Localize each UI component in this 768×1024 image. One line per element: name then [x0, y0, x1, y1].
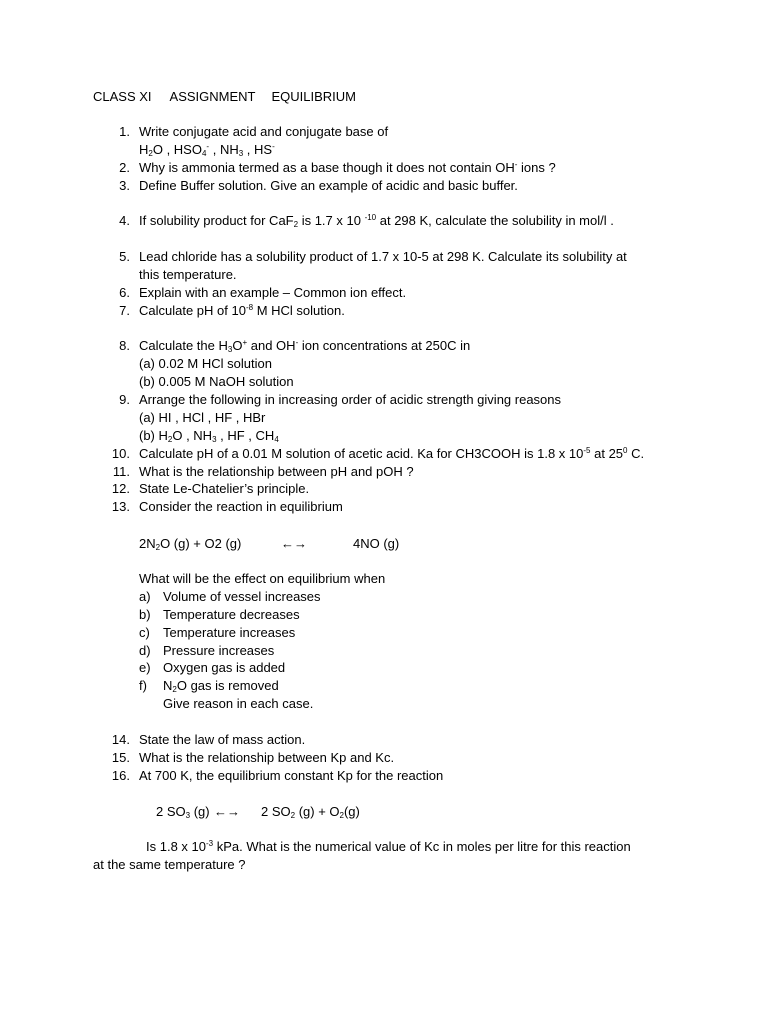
- question-number: 13.: [111, 499, 130, 514]
- question-text-cont: this temperature.: [139, 267, 237, 282]
- sub-question: (a) 0.02 M HCl solution: [139, 356, 272, 371]
- option-text: Temperature decreases: [163, 607, 300, 622]
- question-number: 7.: [119, 303, 130, 318]
- option-label: f): [139, 678, 147, 693]
- question-continuation: Is 1.8 x $10^{-3}$ kPa. What is the numerical value of Kc in moles per litre for this reaction: [146, 839, 631, 854]
- question-text: Why is ammonia termed as a base though it does not contain OH- ions ?: [139, 160, 556, 175]
- question-number: 11.: [112, 464, 130, 479]
- question-text: If solubility product for CaF$_2$ is 1.7 x 10 $^{-10}$ at 298 K, calculate the solubility in mol/l .: [139, 213, 614, 229]
- option-label: b): [139, 607, 151, 622]
- question-number: 6.: [119, 285, 130, 300]
- question-number: 12.: [111, 481, 130, 496]
- reaction-product: 2 $SO_2$ $(g) + O_2(g)$: [261, 804, 360, 820]
- option-text: $N_2O$ gas is removed: [163, 678, 279, 694]
- question-text: Lead chloride has a solubility product of 1.7 x 10-5 at 298 K. Calculate its solubility at: [139, 249, 627, 264]
- question-text: Consider the reaction in equilibrium: [139, 499, 343, 514]
- question-number: 2.: [119, 160, 130, 175]
- question-continuation: at the same temperature ?: [93, 857, 246, 872]
- page-header: [93, 88, 356, 106]
- reaction-product: 4NO (g): [353, 536, 400, 551]
- question-number: 9.: [119, 392, 130, 407]
- equilibrium-arrow: ←→: [214, 804, 240, 819]
- reaction-equation: 2 $SO_3$ (g): [156, 804, 210, 820]
- question-text: Calculate the $H_3O^+$ and OH- ion concentrations at 250C in: [139, 338, 471, 354]
- question-number: 10.: [111, 446, 130, 461]
- sub-question: (a) HI , HCl , HF , HBr: [139, 410, 266, 425]
- question-prompt: What will be the effect on equilibrium when: [139, 571, 386, 586]
- question-number: 8.: [119, 338, 130, 353]
- question-text: Calculate pH of $10^{-8}$ M HCl solution.: [139, 303, 345, 318]
- option-label: c): [139, 625, 150, 640]
- question-text: State the law of mass action.: [139, 732, 306, 747]
- question-text: State Le-Chatelier’s principle.: [139, 481, 310, 496]
- option-label: d): [139, 643, 151, 658]
- option-text: Pressure increases: [163, 643, 275, 658]
- topic-label: EQUILIBRIUM: [271, 89, 357, 104]
- question-number: 15.: [111, 750, 130, 765]
- question-number: 5.: [119, 249, 130, 264]
- question-number: 1.: [119, 124, 130, 139]
- question-text: What is the relationship between pH and pOH ?: [139, 464, 414, 479]
- option-label: a): [139, 589, 151, 604]
- question-number: 16.: [111, 768, 130, 783]
- question-text: Write conjugate acid and conjugate base of: [139, 124, 389, 139]
- option-text: Temperature increases: [163, 625, 296, 640]
- question-text: Define Buffer solution. Give an example of acidic and basic buffer.: [139, 178, 518, 193]
- question-number: 3.: [119, 178, 130, 193]
- class-label: CLASS XI: [93, 89, 152, 104]
- option-note: Give reason in each case.: [163, 696, 314, 711]
- option-label: e): [139, 660, 151, 675]
- question-text: Calculate pH of a 0.01 M solution of acetic acid. Ka for CH3COOH is 1.8 x $10^{-5}$ at $25^0$ C.: [139, 446, 645, 461]
- assignment-label: ASSIGNMENT: [169, 89, 256, 104]
- option-text: Volume of vessel increases: [163, 589, 321, 604]
- sub-question: (b) $H_2O$ , $NH_3$ , HF , $CH_4$: [139, 428, 279, 444]
- question-text: At 700 K, the equilibrium constant Kp for the reaction: [139, 768, 444, 783]
- equilibrium-arrow: ←→: [281, 536, 307, 551]
- question-text: What is the relationship between Kp and Kc.: [139, 750, 395, 765]
- question-number: 4.: [119, 213, 130, 228]
- question-text: Arrange the following in increasing order of acidic strength giving reasons: [139, 392, 562, 407]
- question-number: 14.: [111, 732, 130, 747]
- question-formula-line: $H_2O$ , $HSO_4^-$ , $NH_3$ , HS-: [139, 142, 275, 158]
- question-text: Explain with an example – Common ion effect.: [139, 285, 407, 300]
- sub-question: (b) 0.005 M NaOH solution: [139, 374, 294, 389]
- option-text: Oxygen gas is added: [163, 660, 286, 675]
- reaction-equation: $2N_2O$ (g) + O2 (g): [139, 536, 242, 552]
